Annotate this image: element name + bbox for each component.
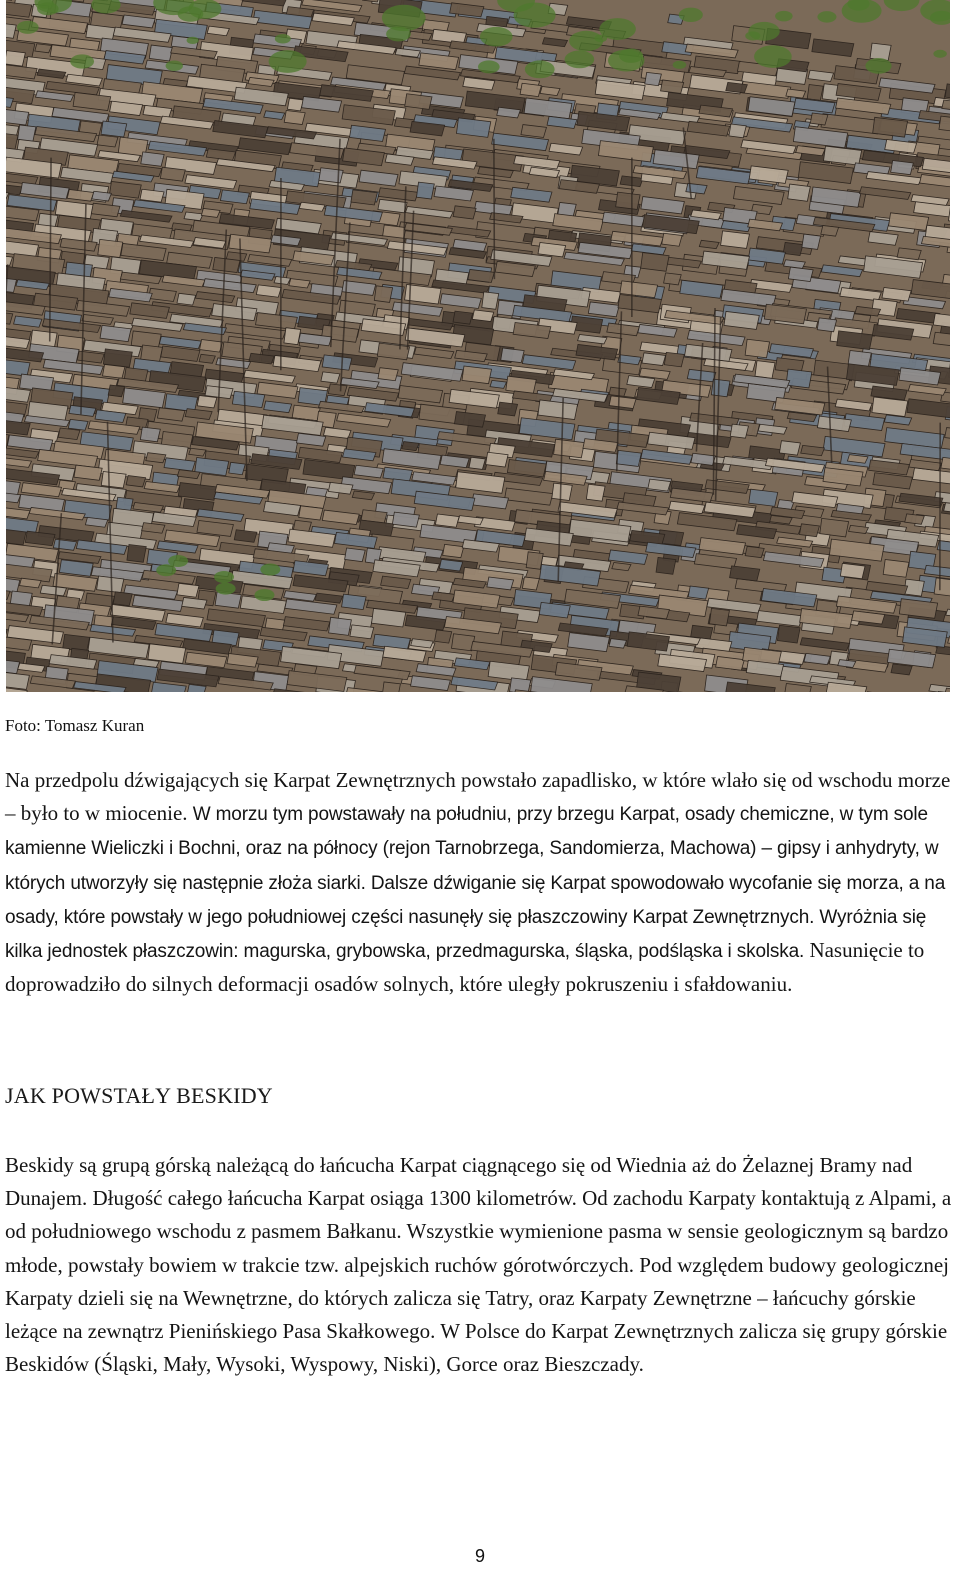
vegetation-patch <box>865 58 891 74</box>
vegetation-patch <box>216 583 236 595</box>
rock-slab <box>745 339 769 358</box>
paragraph-1-sentence-3: gipsy i anhydryty, w których utworzyły się następnie złoża siarki. <box>5 838 939 894</box>
rock-slab <box>688 586 708 599</box>
rock-slab <box>35 44 52 53</box>
rock-slab <box>392 512 419 527</box>
vegetation-patch <box>933 50 946 58</box>
rock-slab <box>522 577 539 590</box>
rock-slab <box>783 242 803 255</box>
page-number: 9 <box>474 1546 485 1566</box>
rock-slab <box>642 353 666 366</box>
rock-slab <box>779 441 800 455</box>
rock-slab <box>840 563 865 578</box>
rock-slab <box>709 608 729 626</box>
rock-outcrop-photo <box>6 0 950 692</box>
rock-slab <box>68 419 88 430</box>
rock-slab <box>777 625 800 643</box>
vegetation-patch <box>480 27 513 47</box>
rock-slab <box>229 462 246 474</box>
rock-slab <box>177 293 196 305</box>
rock-slab <box>101 471 126 488</box>
rock-slab <box>453 311 473 324</box>
paragraph-beskidy <box>5 1149 957 1381</box>
rock-slab <box>108 385 124 397</box>
rock-slab <box>641 253 669 272</box>
vegetation-patch <box>594 34 607 42</box>
rock-slab <box>506 376 536 393</box>
rock-slab <box>554 439 585 458</box>
rock-slab <box>329 617 352 635</box>
rock-slab <box>745 546 764 557</box>
rock-slab <box>146 453 166 463</box>
paragraph-2-part-1: Beskidy są grupą górską należącą do łańcucha Karpat ciągnącego się od Wiednia aż do Żelaznej Bramy nad Dunajem. Długość całego łańcucha Karpat osiąga 1300 kilometrów. Od zachodu Karpaty kontaktują z Alpami, a od południowego wschodu z pasmem Bałkanu. Wszystkie wymienione pasma w sensie geologicznym są bardzo młode, powstały bowiem w trakcie tzw. alpejskich ruchów górotwórczych. <box>5 1153 952 1277</box>
rock-slab <box>870 43 891 60</box>
vegetation-patch <box>260 564 280 576</box>
rock-slab <box>149 45 172 61</box>
vegetation-patch <box>156 564 176 576</box>
rock-slab <box>189 448 206 456</box>
rock-slab <box>319 168 343 183</box>
rock-slab <box>405 94 432 110</box>
rock-slab <box>934 578 950 596</box>
rock-slab <box>345 548 366 562</box>
rock-slab <box>417 182 435 199</box>
rock-slab <box>378 368 398 381</box>
rock-slab <box>469 457 485 469</box>
rock-slab <box>472 310 493 322</box>
paragraph-2-part-2: Pod względem budowy geologicznej Karpaty dzieli się na Wewnętrzne, do których zalicza się Tatry, oraz Karpaty Zewnętrzne – łańcuchy górskie leżące na zewnątrz Pienińskiego Pasa Skałkowego. W Polsce do Karpat Zewnętrznych zalicza się grupy górskie Beskidów (Śląski, Mały, Wysoki, Wyspowy, Niski), Gorce oraz Bieszczady. <box>5 1252 949 1377</box>
paragraph-miocene <box>5 764 957 1001</box>
rock-slab <box>510 678 531 692</box>
rock-slab <box>802 234 821 249</box>
rock-slab <box>435 630 452 643</box>
rock-slab <box>656 557 676 574</box>
rock-slab <box>141 152 164 166</box>
rock-slab <box>726 82 747 93</box>
rock-slab <box>140 427 160 442</box>
photo-caption: Foto: Tomasz Kuran <box>5 716 145 735</box>
rock-crack <box>494 139 495 279</box>
rock-slab <box>18 125 36 142</box>
rock-slab <box>490 380 507 388</box>
vegetation-patch <box>525 60 555 78</box>
paragraph-1-sentence-5: Wyróżnia się kilka jednostek płaszczowin: magurska, grybowska, przedmagurska, śląska, podśląska i skolska. <box>5 906 927 963</box>
rock-slab <box>820 518 849 536</box>
vegetation-patch <box>254 589 274 601</box>
rock-slab <box>501 348 524 363</box>
rock-slab <box>126 476 145 487</box>
rock-slab <box>160 167 185 181</box>
vegetation-patch <box>478 60 500 73</box>
rock-slab <box>788 267 813 281</box>
rock-slab <box>817 318 836 332</box>
rock-slab <box>552 483 572 500</box>
rock-slab <box>200 340 223 353</box>
rock-slab <box>98 239 123 257</box>
paragraph-1-sentence-2: W morzu tym powstawały na południu, przy brzegu Karpat, osady chemiczne, w tym sole kamienne Wieliczki i Bochni, oraz na północy (rejon Tarnobrzega, Sandomierza, Machowa) – <box>5 804 928 860</box>
rock-slab <box>648 479 671 491</box>
rock-slab <box>799 524 819 537</box>
rock-slab <box>284 111 305 125</box>
rock-slab <box>197 395 217 407</box>
vegetation-patch <box>754 45 792 68</box>
rock-slab <box>786 369 812 388</box>
rock-slab <box>374 286 392 303</box>
vegetation-patch <box>166 61 183 71</box>
rock-slab <box>443 544 464 557</box>
rock-slab <box>92 191 112 201</box>
rock-slab <box>328 384 347 396</box>
rock-slab <box>402 442 419 451</box>
rock-slab <box>184 212 203 221</box>
rock-slab <box>350 625 374 639</box>
rock-slab <box>661 80 684 94</box>
rock-slab <box>721 231 750 249</box>
rock-slab <box>86 25 115 41</box>
rock-slab <box>662 233 682 246</box>
rock-slab <box>287 98 303 111</box>
vegetation-patch <box>214 571 234 583</box>
rock-photo-drawing <box>6 0 950 692</box>
rock-slab <box>755 361 775 379</box>
paragraph-1-sentence-6: Nasunięcie to doprowadziło do silnych deformacji osadów solnych, które uległy pokruszeniu i sfałdowaniu. <box>5 938 925 997</box>
rock-slab <box>891 664 912 675</box>
vegetation-patch <box>679 8 703 22</box>
rock-slab <box>58 428 80 440</box>
rock-slab <box>616 192 640 209</box>
rock-slab <box>609 639 626 649</box>
vegetation-patch <box>187 37 199 44</box>
rock-slab <box>321 372 340 383</box>
rock-slab <box>645 72 662 85</box>
rock-slab <box>453 206 476 219</box>
rock-slab <box>749 489 778 506</box>
rock-slab <box>456 118 490 137</box>
rock-slab <box>616 450 641 466</box>
rock-slab <box>113 592 132 606</box>
rock-slab <box>664 352 684 366</box>
rock-slab <box>97 135 118 147</box>
rock-slab <box>101 121 127 137</box>
rock-slab <box>6 51 25 66</box>
rock-slab <box>873 117 908 137</box>
rock-slab <box>127 545 146 563</box>
paragraph-1-sentence-1: Na przedpolu dźwigających się Karpat Zewnętrznych powstało zapadlisko, w które wlało się od wschodu morze – było to w miocenie. <box>5 768 951 826</box>
vegetation-patch <box>275 34 291 44</box>
rock-slab <box>234 530 257 543</box>
rock-slab <box>664 273 682 285</box>
rock-slab <box>905 514 925 524</box>
rock-slab <box>498 402 518 416</box>
rock-slab <box>439 559 462 571</box>
rock-slab <box>199 354 215 363</box>
rock-slab <box>382 682 400 692</box>
rock-slab <box>274 277 290 285</box>
rock-slab <box>883 560 909 578</box>
rock-slab <box>729 124 746 138</box>
rock-slab <box>520 83 541 96</box>
rock-slab <box>97 576 124 593</box>
vegetation-patch <box>748 22 779 41</box>
rock-slab <box>810 113 828 125</box>
vegetation-patch <box>775 11 793 22</box>
rock-slab <box>74 465 102 480</box>
vegetation-patch <box>70 54 94 68</box>
vegetation-patch <box>269 50 307 73</box>
vegetation-patch <box>565 50 595 68</box>
rock-slab <box>526 552 543 569</box>
rock-slab <box>299 506 323 520</box>
vegetation-patch <box>673 61 687 69</box>
rock-slab <box>435 514 459 527</box>
vegetation-patch <box>382 5 426 31</box>
section-heading: JAK POWSTAŁY BESKIDY <box>5 1083 273 1108</box>
paragraph-1-sentence-4: Dalsze dźwiganie się Karpat spowodowało wycofanie się morza, a na osady, które powstały w jego południowej części nasunęły się płaszczowiny Karpat Zewnętrznych. <box>5 872 946 928</box>
rock-slab <box>788 184 811 201</box>
rock-slab <box>821 226 839 237</box>
vegetation-patch <box>17 21 39 34</box>
rock-slab <box>201 208 220 217</box>
rock-slab <box>177 583 199 597</box>
rock-slab <box>140 189 164 202</box>
rock-slab <box>486 452 508 467</box>
rock-slab <box>351 190 377 205</box>
rock-slab <box>482 292 499 309</box>
rock-slab <box>807 85 823 101</box>
rock-slab <box>730 424 748 438</box>
rock-slab <box>213 257 240 272</box>
vegetation-patch <box>817 11 836 22</box>
rock-slab <box>462 366 492 384</box>
rock-slab <box>586 484 605 501</box>
vegetation-patch <box>619 49 643 63</box>
rock-slab <box>891 160 914 174</box>
rock-slab <box>103 364 125 378</box>
rock-slab <box>342 594 367 610</box>
